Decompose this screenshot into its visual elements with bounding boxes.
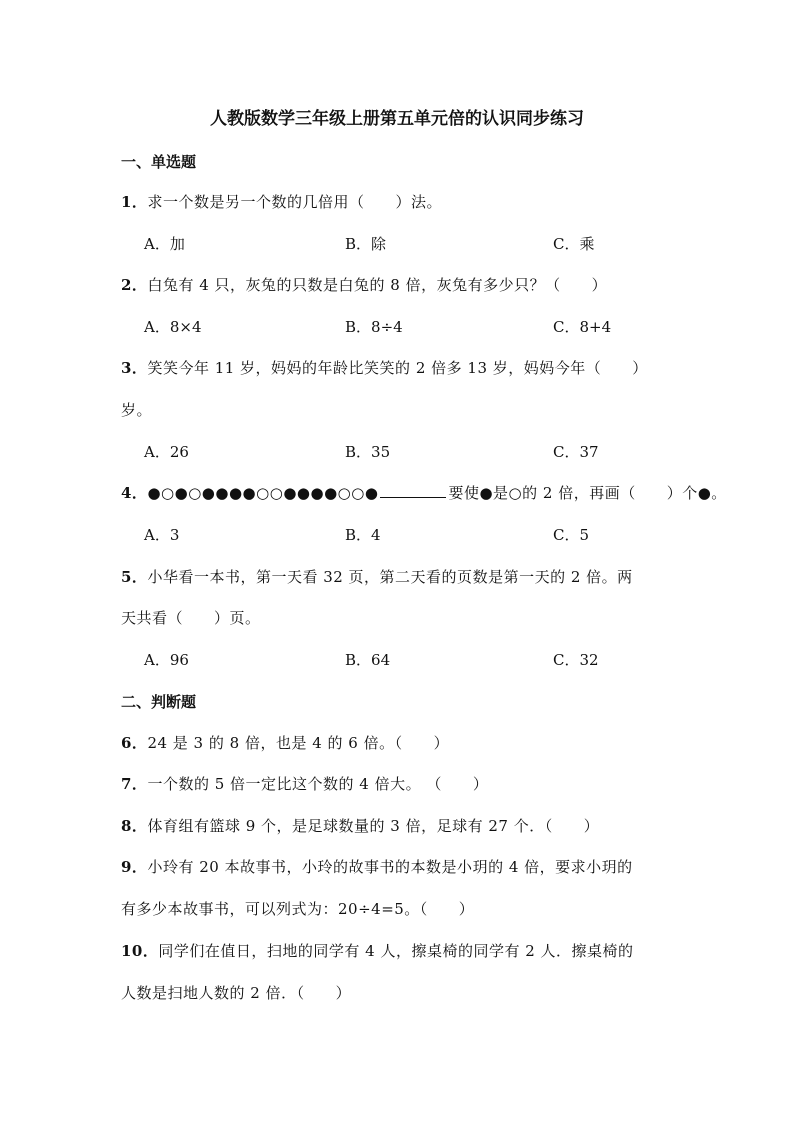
question-number: 4．	[121, 484, 148, 502]
question-8	[121, 815, 599, 836]
question-5	[121, 566, 633, 587]
q4-option-c: C．5	[553, 526, 590, 544]
q2-option-b: B．8÷4	[345, 318, 403, 336]
question-4	[121, 482, 727, 503]
question-text: 白兔有 4 只，灰兔的只数是白兔的 8 倍，灰兔有多少只？（ ）	[147, 276, 608, 294]
question-text: 小华看一本书，第一天看 32 页，第二天看的页数是第一天的 2 倍。两	[147, 568, 633, 586]
q1-option-a: A．加	[144, 235, 185, 253]
dot-sequence: ●○●○●●●●○○●●●●○○●	[147, 484, 379, 502]
q5-option-b: B．64	[345, 651, 391, 669]
question-1	[121, 191, 442, 212]
section-heading-true-false: 二、判断题	[121, 693, 197, 711]
question-text: 体育组有篮球 9 个，是足球数量的 3 倍，足球有 27 个．（ ）	[147, 817, 600, 835]
question-text: 求一个数是另一个数的几倍用（ ）法。	[147, 193, 442, 211]
q4-option-b: B．4	[345, 526, 381, 544]
question-number: 2．	[121, 276, 148, 294]
question-number: 9．	[121, 858, 148, 876]
page-title: 人教版数学三年级上册第五单元倍的认识同步练习	[210, 109, 584, 129]
question-text: 24 是 3 的 8 倍，也是 4 的 6 倍。（ ）	[147, 734, 450, 752]
q5-option-a: A．96	[144, 651, 189, 669]
question-3	[121, 357, 648, 378]
question-number: 3．	[121, 359, 148, 377]
q3-option-c: C．37	[553, 443, 599, 461]
answer-blank	[380, 483, 446, 498]
question-text: 要使●是○的 2 倍，再画（ ）个●。	[448, 484, 727, 502]
question-number: 10．	[121, 942, 159, 960]
question-6	[121, 732, 449, 753]
q1-option-c: C．乘	[553, 235, 595, 253]
q5-option-c: C．32	[553, 651, 599, 669]
question-number: 6．	[121, 734, 148, 752]
q3-option-b: B．35	[345, 443, 391, 461]
q3-option-a: A．26	[144, 443, 189, 461]
q4-option-a: A．3	[144, 526, 180, 544]
question-text: 同学们在值日，扫地的同学有 4 人，擦桌椅的同学有 2 人．擦桌椅的	[158, 942, 634, 960]
question-7	[121, 773, 488, 794]
question-text: 小玲有 20 本故事书，小玲的故事书的本数是小玥的 4 倍，要求小玥的	[147, 858, 633, 876]
section-heading-single-choice: 一、单选题	[121, 153, 197, 171]
question-text: 笑笑今年 11 岁，妈妈的年龄比笑笑的 2 倍多 13 岁，妈妈今年（ ）	[147, 359, 648, 377]
q2-option-a: A．8×4	[144, 318, 202, 336]
question-number: 5．	[121, 568, 148, 586]
question-text: 一个数的 5 倍一定比这个数的 4 倍大。 （ ）	[147, 775, 489, 793]
question-10-continued: 人数是扫地人数的 2 倍．（ ）	[121, 984, 352, 1002]
question-9	[121, 856, 633, 877]
question-3-continued: 岁。	[121, 401, 153, 419]
q1-option-b: B．除	[345, 235, 387, 253]
question-9-continued: 有多少本故事书，可以列式为：20÷4=5。（ ）	[121, 900, 475, 918]
question-number: 1．	[121, 193, 148, 211]
question-10	[121, 940, 634, 961]
question-number: 7．	[121, 775, 148, 793]
question-number: 8．	[121, 817, 148, 835]
question-5-continued: 天共看（ ）页。	[121, 609, 261, 627]
question-2	[121, 274, 607, 295]
q2-option-c: C．8+4	[553, 318, 612, 336]
